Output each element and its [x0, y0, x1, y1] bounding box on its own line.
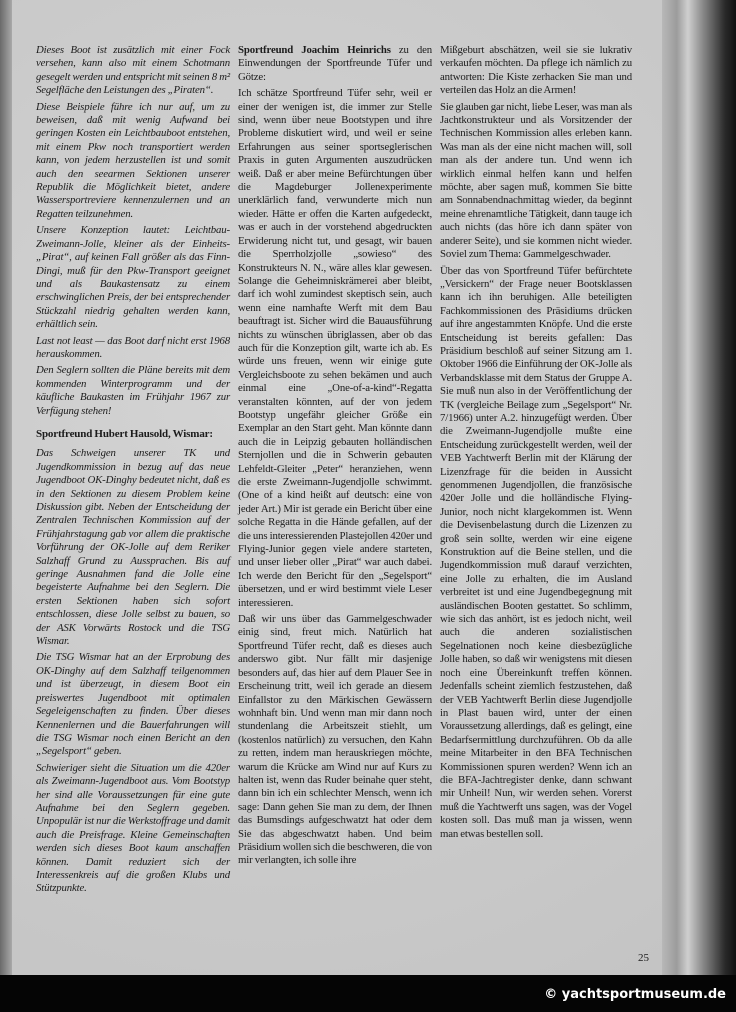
page-number: 25 [638, 952, 649, 964]
paragraph: Schwieriger sieht die Situation um die 420er als Zweimann-Jugendboot aus. Vom Bootstyp her sind alle Voraussetzungen für eine gute Aufnahme bei den Seglern gegeben. Unpopulär ist nur die Werkstoffrage und damit auch die Preisfrage. Kleine Gemeinschaften werden sich dieses Boot kaum anschaffen können. Damit reduziert sich der Interessenkreis auf die großen Klubs und Stützpunkte. [36, 761, 230, 895]
paragraph: Ich schätze Sportfreund Tüfer sehr, weil er einer der wenigen ist, die immer zur Stelle sind, wenn über neue Bootstypen und ihre Probleme diskutiert wird, und weil er seine Erfahrungen aus seiner sportseglerischen Praxis in guten Argumenten auszudrücken weiß. Daß er aber meine Befürchtungen über die Magdeburger Jollenexperimente unerklärlich fand, verwunderte mich nun wieder. Hätte er offen die Karten aufgedeckt, was er auch in der vorstehend abgedruckten Erwiderung nicht tut, und gesagt, wir bauen die Sperrholzjolle „sowieso“ des Konstrukteurs N. N., wäre alles klar gewesen. Solange die Geheimniskrämerei aber bleibt, darf ich wohl zumindest skeptisch sein, auch wenn eine namhafte Werft mit dem Bau beauftragt ist. Sicher wird die Bauausführung nichts zu wünschen übriglassen, aber ob das auch für die Konzeption gilt, warte ich ab. Es würde uns freuen, wenn wir einige gute Vergleichsboote zu sehen bekämen und auch einmal eine „One-of-a-kind“-Regatta veranstalten könnten, auf der von jedem Bootstyp ungefähr gleicher Größe ein Exemplar an den Start geht. Man könnte dann auch die in Leipzig gebauten holländischen Sternjollen und die in Schwerin gebauten Lehfeldt-Gleiter „Peter“ heranziehen, wenn die erste Zweimann-Jugendjolle schwimmt. (One of a kind heißt auf deutsch: eine von jeder Art.) Mir ist gerade ein Bericht über eine solche Regatta in die Hände gefallen, auf der die uns interessierenden Plastejollen 420er und Flying-Junior gegen viele andere starteten, und unser lieber oller „Pirat“ war auch dabei. Ich werde den Bericht für den „Segelsport“ übersetzen, und er wird bestimmt viele Leser interessieren. [238, 87, 432, 609]
section-heading: Sportfreund Hubert Hausold, Wismar: [36, 427, 213, 440]
copyright-watermark: © yachtsportmuseum.de [544, 987, 726, 1002]
lead-paragraph [238, 44, 432, 84]
lead-text: zu den Einwendungen der Sportfreunde Tüfer und Götze: [238, 44, 432, 83]
paragraph: Sie glauben gar nicht, liebe Leser, was man als Jachtkonstrukteur und als Vorsitzender der Technischen Kommission alles erleben kann. Was man als der eine nicht machen will, soll man als der andere tun. Und wenn ich wirklich einmal helfen kann und helfen möchte, aber sagen muß, kommen Sie bitte am Sonnabendnachmittag wieder, da beginnt meine ehrenamtliche Tätigkeit, dann tauge ich auch nichts (das höre ich dann später von anderer Seite), und sie kommen nicht wieder. Soviel zum Thema: Gammelgeschwader. [440, 100, 632, 261]
paragraph: Über das von Sportfreund Tüfer befürchtete „Versickern“ der Frage neuer Bootsklassen kann ich ihn beruhigen. Alle beteiligten Fachkommissionen des Präsidiums drücken auf ihre angestammten Knöpfe. Und die erste Entscheidung ist bereits gefallen: Das Präsidium beschloß auf seiner Sitzung am 1. Oktober 1966 die Einführung der OK-Jolle als Verbandsklasse mit dem Status der Gruppe A. Sie muß nun also in der Veröffentlichung der TK (vergleiche Beilage zum „Segelsport“ Nr. 7/1966) unter A.2. hinzugefügt werden. Über die Zweimann-Jugendjolle mußte eine Entscheidung zurückgestellt werden, weil der VEB Yachtwerft Berlin mit der Klärung der Lizenzfrage für die beiden in Aussicht genommenen Jugendjollen, die französische 420er Jolle und die holländische Flying-Junior, noch nicht klargekommen ist. Wenn die Devisenbelastung durch die Lizenzen zu groß sein sollte, werden wir eine eigene Konstruktion auf die Beine stellen, und die Jugendkommission muß darauf verzichten, eine Jolle zu erhalten, die im Ausland verbreitet ist und eine Jugendbegegnung mit ausländischen Booten gestattet. So schlimm, wie sich das anhört, ist es jedoch nicht, weil auch die anderen sozialistischen Segelnationen noch keine diesbezügliche Jolle haben, so daß wir wenigstens mit diesen noch eine Übereinkunft treffen können. Jedenfalls scheint ziemlich festzustehen, daß der VEB Yachtwerft Berlin diese Jugendjolle in Plast bauen wird, unter der einen Voraussetzung allerdings, daß es gelingt, eine Bedarfsermittlung durchzuführen. Ob da alle meine Mitarbeiter in den BFA Technischen Kommissionen spuren werden? Wenn ich an die BFA-Jachtregister denke, dann schwant mir Unheil! Nun, wir werden sehen. Vorerst muß die Yachtwerft uns sagen, was der Vogel kosten soll. Das muß man ja wissen, wenn man etwas bestellen soll. [440, 264, 632, 840]
paragraph: Das Schweigen unserer TK und Jugendkommission in bezug auf das neue Jugendboot OK-Dinghy bedeutet nicht, daß es in den Sektionen zu diesem Problem keine Diskussion gibt. Neben der Entscheidung der Zentralen Technischen Kommission auf der Frühjahrstagung gab vor allem die praktische Vorführung der OK-Jolle auf dem Reriker Salzhaff Grund zu Aussprachen. Bis auf geringe Ausnahmen fand die Jolle eine begeisterte Aufnahme bei den Seglern. Die ersten Sektionen haben sich sofort entschlossen, diese Jolle selbst zu bauen, so der ASK Vorwärts Rostock und die TSG Wismar. [36, 447, 230, 648]
book-binding [662, 0, 736, 975]
paragraph: Diese Beispiele führe ich nur auf, um zu beweisen, daß mit wenig Aufwand bei geringen Kosten ein Leichtbauboot entstehen, mit einem Pkw noch transportiert werden kann, von jedem herzustellen ist und somit auch den seearmen Sektionen unserer Republik die Möglichkeit bietet, andere Wassersportreviere kennenzulernen und an Regatten teilzunehmen. [36, 100, 230, 220]
column-2 [238, 44, 432, 871]
paragraph: Die TSG Wismar hat an der Erprobung des OK-Dinghy auf dem Salzhaff teilgenommen und ist überzeugt, in diesem Boot ein preiswertes Jugendboot mit optimalen Segeleigenschaften zu finden. Über dieses Kennenlernen und die Bauerfahrungen will die TSG Wismar noch einen Bericht an den „Segelsport“ geben. [36, 651, 230, 758]
column-3 [440, 44, 632, 844]
paragraph: Mißgeburt abschätzen, weil sie sie lukrativ verkaufen möchten. Da pflege ich nämlich zu antworten: Die Kiste zerhacken Sie man und verteilen das Holz an die Armen! [440, 44, 632, 97]
author-name: Sportfreund Joachim Heinrichs [238, 44, 391, 56]
paragraph: Dieses Boot ist zusätzlich mit einer Fock versehen, kann also mit einem Schotmann gesegelt werden und entspricht mit seinen 8 m² Segelfläche den Leistungen des „Piraten“. [36, 44, 230, 97]
paragraph: Den Seglern sollten die Pläne bereits mit dem kommenden Winterprogramm und der käufliche Baukasten im Frühjahr 1967 zur Verfügung stehen! [36, 364, 230, 417]
paragraph: Last not least — das Boot darf nicht erst 1968 herauskommen. [36, 334, 230, 360]
paragraph: Daß wir uns über das Gammelgeschwader einig sind, freut mich. Natürlich hat Sportfreund Tüfer recht, daß es dieses auch anderswo gibt. Nur fällt mir dasjenige besonders auf, das hier auf dem Plauer See in Erscheinung tritt, weil ich gerade an diesem Einfallstor zu den Märkischen Gewässern wohnhaft bin. Und wenn man mir dann noch stundenlang die Arbeitszeit stiehlt, um (kostenlos natürlich) zu versuchen, den Kahn zu retten, indem man herauskriegen möchte, warum die Krücke am Wind nur auf Kurs zu halten ist, wenn das Ruder beinahe quer steht, dann bin ich ein schlechter Mensch, wenn ich sage: Dann gehen Sie man zu dem, der Ihnen das Bumsdings aufgeschwatzt hat oder dem Sie das abgeschwatzt haben. Und beim Präsidium wollen sich die beschweren, die von mir verlangten, ich solle ihre [238, 613, 432, 867]
scan-left-edge [0, 0, 12, 975]
paragraph: Unsere Konzeption lautet: Leichtbau-Zweimann-Jolle, kleiner als der Einheits-„Pirat“, auf keinen Fall größer als das Finn-Dingi, muß für den Pkw-Transport geeignet und als Baukastensatz zu einem erschwinglichen Preis, der bei entsprechender Stückzahl niedrig gehalten werden kann, erhältlich sein. [36, 224, 230, 331]
column-1 [36, 44, 230, 899]
